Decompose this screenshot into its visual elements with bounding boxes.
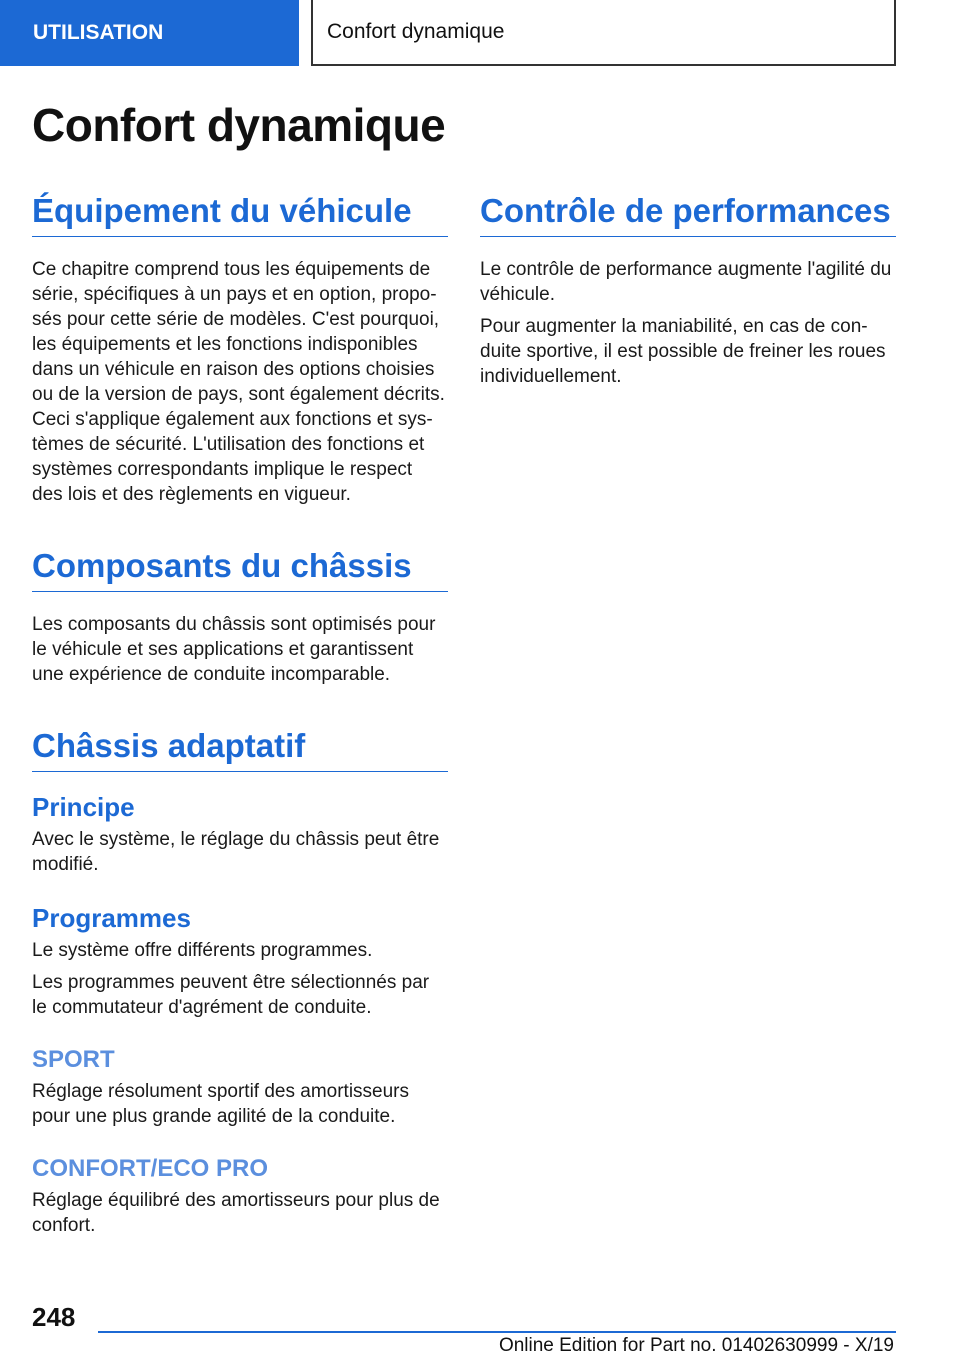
heading-controle: Contrôle de performances: [480, 192, 896, 237]
paragraph-principe: Avec le système, le réglage du châssis peut être modifié.: [32, 829, 440, 875]
paragraph-composants: Les composants du châssis sont optimisés pour le véhicule et ses applications et garantissent une expérience de conduite incomparable.: [32, 613, 436, 685]
heading-principe: Principe: [32, 791, 135, 822]
paragraph-equipement: Ce chapitre comprend tous les équipements de série, spécifiques à un pays et en option, propo- sés pour cette série de modèles. C'est pourquoi, les équipements et les fonctions indisponibles dans un véhicule en raison des options choisies ou de la version de pays, sont également décrits. Ceci s'applique également aux fonctions et sys- tèmes de sécurité. L'utilisation des fonctions et systèmes correspondants implique le respect des lois et des règlements en vigueur.: [32, 258, 445, 505]
heading-confort-eco-pro: CONFORT/ECO PRO: [32, 1154, 269, 1182]
left-column: [32, 192, 448, 1238]
heading-chassis-adaptatif: Châssis adaptatif: [32, 727, 448, 772]
chapter-label: Confort dynamique: [327, 20, 505, 43]
heading-equipement: Équipement du véhicule: [32, 192, 448, 237]
paragraph-controle-2: Pour augmenter la maniabilité, en cas de con- duite sportive, il est possible de freiner les roues individuellement.: [480, 315, 886, 387]
heading-programmes: Programmes: [32, 903, 191, 933]
paragraph-confort-eco-pro: Réglage équilibré des amortisseurs pour plus de confort.: [32, 1189, 440, 1236]
paragraph-controle-1: Le contrôle de performance augmente l'agilité du véhicule.: [480, 258, 892, 305]
paragraph-programmes-2: Les programmes peuvent être sélectionnés par le commutateur d'agrément de conduite.: [32, 972, 430, 1019]
page-number: 248: [32, 1302, 76, 1332]
footer-divider: [98, 1331, 896, 1333]
paragraph-programmes-1: Le système offre différents programmes.: [32, 940, 373, 962]
right-column: [480, 192, 896, 389]
heading-sport: SPORT: [32, 1046, 115, 1074]
heading-composants: Composants du châssis: [32, 547, 448, 592]
header-chapter-box: [311, 0, 896, 66]
section-label: UTILISATION: [33, 21, 164, 44]
header-section-tab: [0, 0, 299, 66]
page-title: Confort dynamique: [32, 99, 446, 151]
paragraph-sport: Réglage résolument sportif des amortisseurs pour une plus grande agilité de la conduite.: [32, 1080, 410, 1127]
footer-edition-text: Online Edition for Part no. 01402630999 - X/19: [498, 1335, 894, 1356]
